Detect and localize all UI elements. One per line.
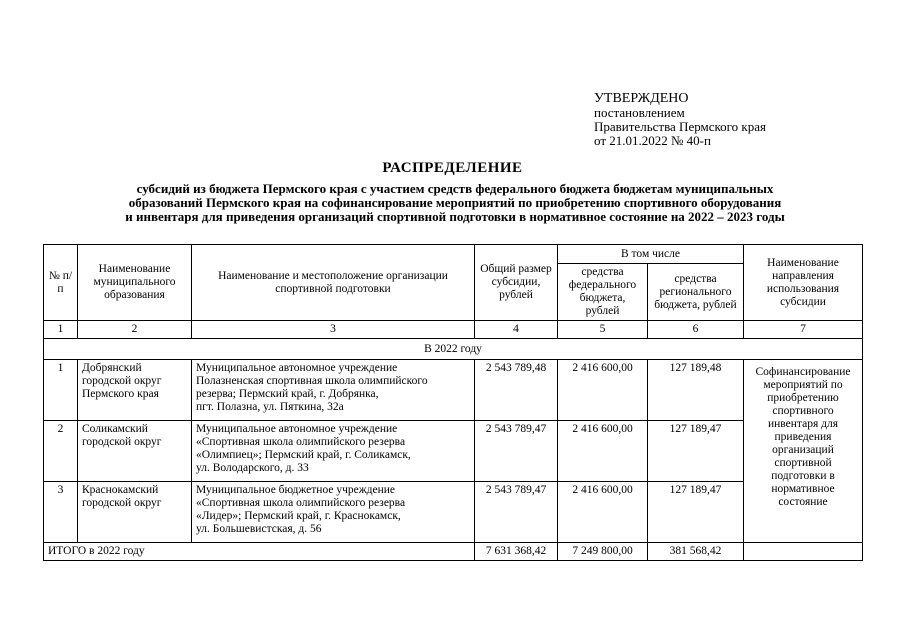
header-organization: Наименование и местоположение организации спортивной подготовки xyxy=(192,245,475,321)
subtitle-line-3: и инвентаря для приведения организаций спортивной подготовки в нормативное состояние на 2022 – 2023 годы xyxy=(125,209,785,224)
header-regional: средства регионального бюджета, рублей xyxy=(648,264,744,321)
org-line: Муниципальное автономное учреждение xyxy=(196,362,398,374)
org-line: Муниципальное бюджетное учреждение xyxy=(196,484,396,496)
row-organization xyxy=(192,482,475,543)
col-number: 1 xyxy=(44,321,78,339)
column-numbers-row xyxy=(44,321,863,339)
col-number: 7 xyxy=(744,321,863,339)
header-total: Общий размер субсидии, рублей xyxy=(475,245,558,321)
org-line: Муниципальное автономное учреждение xyxy=(196,423,398,435)
table-row xyxy=(44,482,863,543)
org-line: Полазненская спортивная школа олимпийского xyxy=(196,375,428,387)
row-total: 2 543 789,47 xyxy=(475,482,558,543)
row-federal: 2 416 600,00 xyxy=(558,360,648,421)
approval-line-1: УТВЕРЖДЕНО xyxy=(594,91,689,106)
row-purpose: Софинансирование мероприятий по приобретению спортивного инвентаря для приведения организаций спортивной подготовки в нормативное состояние xyxy=(744,360,863,543)
total-sum: 7 631 368,42 xyxy=(475,543,558,561)
section-label: В 2022 году xyxy=(44,339,863,360)
total-empty xyxy=(744,543,863,561)
total-label: ИТОГО в 2022 году xyxy=(44,543,475,561)
header-num: № п/п xyxy=(44,245,78,321)
table-row xyxy=(44,360,863,421)
row-total: 2 543 789,47 xyxy=(475,421,558,482)
approval-line-4: от 21.01.2022 № 40-п xyxy=(594,133,711,148)
org-line: резерва; Пермский край, г. Добрянка, xyxy=(196,388,379,400)
col-number: 4 xyxy=(475,321,558,339)
row-num: 2 xyxy=(44,421,78,482)
approval-line-2: постановлением xyxy=(594,105,685,120)
org-line: пгт. Полазна, ул. Пяткина, 32а xyxy=(196,401,344,413)
header-purpose: Наименование направления использования субсидии xyxy=(744,245,863,321)
header-municipality: Наименование муниципального образования xyxy=(78,245,192,321)
document-title: РАСПРЕДЕЛЕНИЕ xyxy=(382,160,523,176)
subtitle-line-1: субсидий из бюджета Пермского края с участием средств федерального бюджета бюджетам муниципальных xyxy=(136,181,774,196)
org-line: «Спортивная школа олимпийского резерва xyxy=(196,497,406,509)
document-subtitle xyxy=(55,182,855,224)
header-row xyxy=(44,245,863,264)
row-organization xyxy=(192,360,475,421)
approval-stamp xyxy=(594,92,766,148)
distribution-table xyxy=(43,244,863,561)
section-row xyxy=(44,339,863,360)
total-regional: 381 568,42 xyxy=(648,543,744,561)
org-line: «Лидер»; Пермский край, г. Краснокамск, xyxy=(196,510,401,522)
subtitle-line-2: образований Пермского края на софинансирование мероприятий по приобретению спортивного оборудования xyxy=(128,195,782,210)
row-num: 3 xyxy=(44,482,78,543)
row-municipality: Краснокамский городской округ xyxy=(78,482,192,543)
row-total: 2 543 789,48 xyxy=(475,360,558,421)
org-line: ул. Большевистская, д. 56 xyxy=(196,523,322,535)
header-federal: средства федерального бюджета, рублей xyxy=(558,264,648,321)
row-federal: 2 416 600,00 xyxy=(558,421,648,482)
header-including: В том числе xyxy=(558,245,744,264)
org-line: «Спортивная школа олимпийского резерва xyxy=(196,436,406,448)
row-regional: 127 189,48 xyxy=(648,360,744,421)
row-federal: 2 416 600,00 xyxy=(558,482,648,543)
org-line: ул. Володарского, д. 33 xyxy=(196,462,309,474)
approval-line-3: Правительства Пермского края xyxy=(594,119,766,134)
total-row xyxy=(44,543,863,561)
total-federal: 7 249 800,00 xyxy=(558,543,648,561)
row-municipality: Добрянский городской округ Пермского края xyxy=(78,360,192,421)
col-number: 6 xyxy=(648,321,744,339)
col-number: 5 xyxy=(558,321,648,339)
row-num: 1 xyxy=(44,360,78,421)
row-regional: 127 189,47 xyxy=(648,421,744,482)
table-row xyxy=(44,421,863,482)
row-municipality: Соликамский городской округ xyxy=(78,421,192,482)
col-number: 3 xyxy=(192,321,475,339)
col-number: 2 xyxy=(78,321,192,339)
row-organization xyxy=(192,421,475,482)
row-regional: 127 189,47 xyxy=(648,482,744,543)
org-line: «Олимпиец»; Пермский край, г. Соликамск, xyxy=(196,449,411,461)
